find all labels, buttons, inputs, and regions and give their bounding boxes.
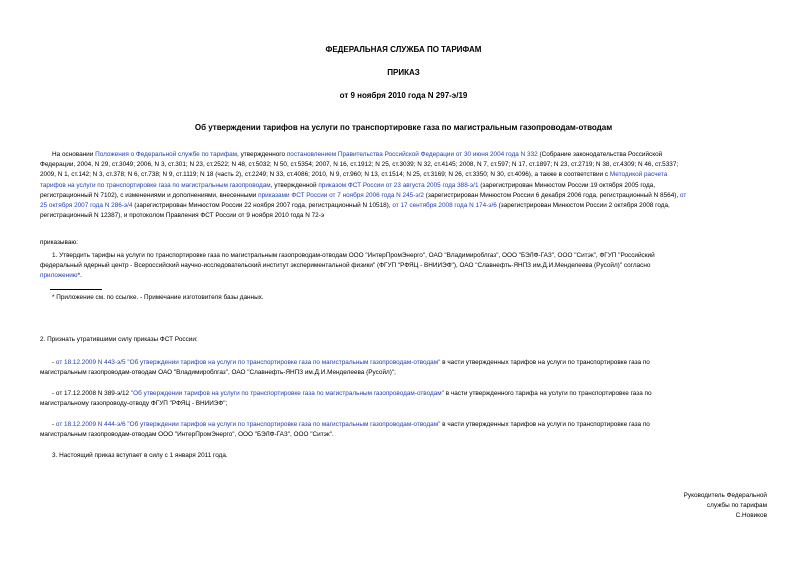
document-type: ПРИКАЗ [387, 68, 420, 77]
item-2-heading: 2. Признать утратившими силу приказы ФСТ России: [40, 336, 198, 343]
signature-name: С.Новиков [735, 512, 767, 520]
signature-block [684, 491, 767, 522]
order-word: приказываю: [40, 239, 78, 246]
link-order-388[interactable]: приказом ФСТ России от 23 августа 2005 года 388-э/1 [318, 181, 479, 189]
link-order-444[interactable]: от 18.12.2009 N 444-э/6 "Об утверждении тарифов на услуги по транспортировке газа по магистральным газопроводам-отводам" [55, 421, 441, 428]
link-calculation-method[interactable]: Методикой расчета [609, 171, 668, 179]
link-order-286-cont[interactable]: 25 октября 2007 года N 286-э/4 [40, 202, 133, 210]
item-3: 3. Настоящий приказ вступает в силу с 1 января 2011 года. [52, 452, 228, 459]
link-order-174[interactable]: от 17 сентября 2008 года N 174-э/6 [392, 202, 497, 210]
intro-line-1: На основании Положения о Федеральной службе по тарифам, утвержденного постановлением Правительства Российской Федерации от 30 июня 2004 года N 332 (Собрание законодательства Российской [52, 151, 663, 158]
document-title: Об утверждении тарифов на услуги по транспортировке газа по магистральным газопроводам-отводам [194, 123, 613, 132]
footnote-divider [50, 289, 102, 290]
signature-position: Руководитель Федеральной [683, 492, 767, 499]
link-order-286[interactable]: от [679, 191, 687, 199]
link-fts-regulation[interactable]: Положения о Федеральной службе по тарифам [95, 151, 238, 158]
link-appendix[interactable]: приложению [40, 272, 78, 280]
link-government-decree-332[interactable]: постановлением Правительства Российской Федерации от 30 июня 2004 года N 332 [286, 151, 538, 158]
link-calculation-method-cont[interactable]: тарифов на услуги по транспортировке газа по магистральным газопроводам [40, 181, 271, 189]
agency-name: ФЕДЕРАЛЬНАЯ СЛУЖБА ПО ТАРИФАМ [325, 45, 482, 54]
repeal-entry-3: - от 18.12.2009 N 444-э/6 "Об утверждении тарифов на услуги по транспортировке газа по магистральным газопроводам-отводам" в части утвержденных тарифов на услуги по транспортировке газа по магистральным газопроводам-отводам ООО "ИнтерПромЭнерго", ООО "БЭЛФ-ГАЗ", ООО "Ситэк". [40, 421, 650, 439]
intro-line-2: Федерации, 2004, N 29, ст.3049; 2006, N 3, ст.301; N 23, ст.2522; N 48, ст.5032; N 50, ст.5354; 2007, N 16, ст.1912; N 25, ст.3039; N 32, ст.4145; 2008, N 7, ст.597; N 17, ст.1897; N 23, ст.2719; N 38, ст.4309; N 46, ст.5337; [40, 161, 679, 169]
intro-line-7: регистрационный N 12387), и протоколом Правления ФСТ России от 9 ноября 2010 года N 72-э [40, 212, 325, 220]
repeal-entry-1: - от 18.12.2009 N 443-э/5 "Об утверждении тарифов на услуги по транспортировке газа по магистральным газопроводам-отводам" в части утвержденных тарифов на услуги по транспортировке газа по магистральным газопроводам-отводам ОАО "Владимироблгаз", ОАО "Славнефть-ЯНПЗ им.Д.И.Менделеева (Русойл)"; [40, 359, 650, 377]
repeal-entry-2: - от 17.12.2008 N 389-э/12 "Об утверждении тарифов на услуги по транспортировке газа по магистральным газопроводам-отводам" в части утвержденного тарифа на услуги по транспортировке газа по магистральному газопроводу-отводу ФГУП "РФЯЦ - ВНИИЭФ"; [40, 390, 652, 408]
intro-line-5: регистрационный N 7102), с изменениями и дополнениями, внесенными приказами ФСТ России от 7 ноября 2006 года N 245-э/2 (зарегистрирован Минюстом России 6 декабря 2006 года, регистрационный N 8564), от [40, 191, 687, 199]
item-1-line-1: 1. Утвердить тарифы на услуги по транспортировке газа по магистральным газопроводам-отводам ООО "ИнтерПромЭнерго", ОАО "Владимироблгаз", ООО "БЭЛФ-ГАЗ", ООО "Ситэк", ФГУП "Российский [52, 252, 655, 259]
link-order-443[interactable]: от 18.12.2009 N 443-э/5 "Об утверждении тарифов на услуги по транспортировке газа по магистральным газопроводам-отводам" [55, 359, 441, 366]
intro-line-3: 2009, N 1, ст.142; N 3, ст.378; N 6, ст.738; N 9, ст.1119; N 18 (часть 2), ст.2249; N 33, ст.4086; 2010, N 9, ст.960; N 13, ст.1514; N 25, ст.3169; N 26, ст.3350; N 30, ст.4096), а также в соответствии с Методикой расчета [40, 171, 668, 179]
item-1-line-3: приложению*. [40, 272, 82, 280]
document-date-number: от 9 ноября 2010 года N 297-э/19 [339, 91, 468, 100]
intro-line-4: тарифов на услуги по транспортировке газа по магистральным газопроводам, утвержденной приказом ФСТ России от 23 августа 2005 года 388-э/1 (зарегистрирован Минюстом России 19 октября 2005 года, [40, 181, 656, 189]
signature-agency: службы по тарифам [706, 502, 767, 510]
intro-paragraph [40, 150, 769, 221]
link-order-389[interactable]: "Об утверждении тарифов на услуги по транспортировке газа по магистральным газопроводам-отводам" [130, 390, 444, 397]
link-order-245[interactable]: приказами ФСТ России от 7 ноября 2006 года N 245-э/2 [258, 191, 424, 199]
item-1 [40, 251, 769, 282]
intro-line-6: 25 октября 2007 года N 286-э/4 (зарегистрирован Минюстом России 22 ноября 2007 года, регистрационный N 10518), от 17 сентября 2008 года N 174-э/6 (зарегистрирован Минюстом России 2 октября 2008 года, [40, 202, 670, 210]
item-1-line-2: федеральный ядерный центр - Всероссийский научно-исследовательский институт экспериментальной физики" (ФГУП "РФЯЦ - ВНИИЭФ"), ОАО "Славнефть-ЯНПЗ им.Д.И.Менделеева (Русойл)" согласно [40, 262, 651, 270]
footnote: * Приложение см. по ссылке. - Примечание изготовителя базы данных. [52, 294, 264, 301]
